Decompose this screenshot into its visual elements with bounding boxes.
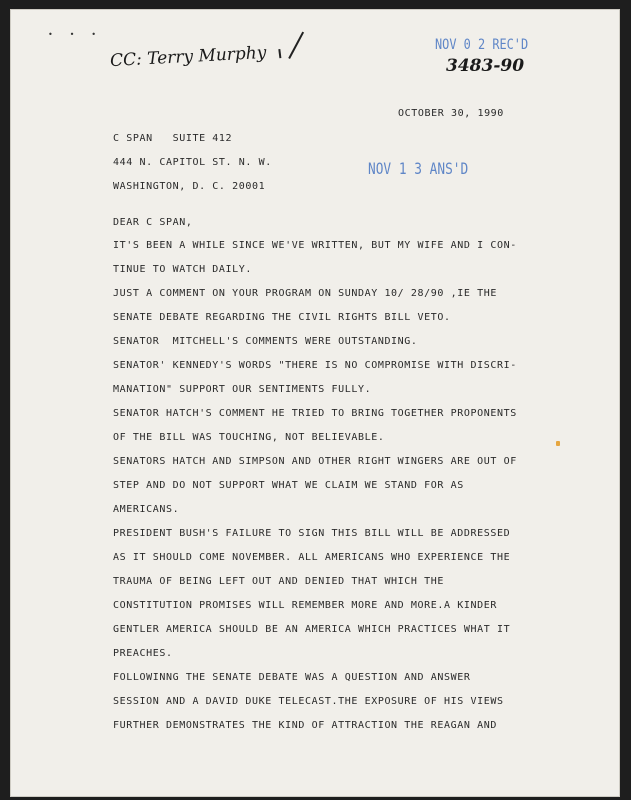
body-line: CONSTITUTION PROMISES WILL REMEMBER MORE AND MORE.A KINDER bbox=[113, 600, 497, 611]
received-date-stamp: NOV 0 2 REC'D bbox=[435, 37, 529, 53]
body-line: SENATE DEBATE REGARDING THE CIVIL RIGHTS BILL VETO. bbox=[113, 312, 451, 323]
answered-date-stamp: NOV 1 3 ANS'D bbox=[368, 159, 469, 178]
body-line: SENATOR HATCH'S COMMENT HE TRIED TO BRING TOGETHER PROPONENTS bbox=[113, 408, 517, 419]
body-line: SENATOR' KENNEDY'S WORDS "THERE IS NO COMPROMISE WITH DISCRI- bbox=[113, 360, 517, 371]
cc-handwritten-note: CC: Terry Murphy bbox=[109, 42, 267, 72]
letter-page bbox=[10, 9, 620, 797]
salutation: DEAR C SPAN, bbox=[113, 217, 193, 228]
body-line: SENATOR MITCHELL'S COMMENTS WERE OUTSTANDING. bbox=[113, 336, 418, 347]
body-line: STEP AND DO NOT SUPPORT WHAT WE CLAIM WE STAND FOR AS bbox=[113, 480, 464, 491]
body-line: AS IT SHOULD COME NOVEMBER. ALL AMERICANS WHO EXPERIENCE THE bbox=[113, 552, 511, 563]
address-line-2: 444 N. CAPITOL ST. N. W. bbox=[113, 157, 272, 168]
body-line: TRAUMA OF BEING LEFT OUT AND DENIED THAT WHICH THE bbox=[113, 576, 445, 587]
address-line-3: WASHINGTON, D. C. 20001 bbox=[113, 181, 266, 192]
address-line-1: C SPAN SUITE 412 bbox=[113, 133, 233, 144]
body-line: OF THE BILL WAS TOUCHING, NOT BELIEVABLE. bbox=[113, 432, 385, 443]
file-number-handwritten: 3483-90 bbox=[446, 56, 525, 76]
body-line: AMERICANS. bbox=[113, 504, 180, 515]
body-line: SENATORS HATCH AND SIMPSON AND OTHER RIGHT WINGERS ARE OUT OF bbox=[113, 456, 517, 467]
body-line: TINUE TO WATCH DAILY. bbox=[113, 264, 253, 275]
body-line: FOLLOWINNG THE SENATE DEBATE WAS A QUESTION AND ANSWER bbox=[113, 672, 471, 683]
check-mark-icon bbox=[279, 27, 304, 59]
body-line: FURTHER DEMONSTRATES THE KIND OF ATTRACTION THE REAGAN AND bbox=[113, 720, 497, 731]
body-line: MANATION" SUPPORT OUR SENTIMENTS FULLY. bbox=[113, 384, 372, 395]
paper-fleck bbox=[556, 441, 560, 446]
body-line: SESSION AND A DAVID DUKE TELECAST.THE EXPOSURE OF HIS VIEWS bbox=[113, 696, 504, 707]
body-line: IT'S BEEN A WHILE SINCE WE'VE WRITTEN, BUT MY WIFE AND I CON- bbox=[113, 240, 517, 251]
body-line: PRESIDENT BUSH'S FAILURE TO SIGN THIS BILL WILL BE ADDRESSED bbox=[113, 528, 511, 539]
body-line: JUST A COMMENT ON YOUR PROGRAM ON SUNDAY 10/ 28/90 ,IE THE bbox=[113, 288, 497, 299]
body-line: GENTLER AMERICA SHOULD BE AN AMERICA WHICH PRACTICES WHAT IT bbox=[113, 624, 511, 635]
body-line: PREACHES. bbox=[113, 648, 173, 659]
letter-date: OCTOBER 30, 1990 bbox=[398, 108, 504, 119]
stray-marks: • • • bbox=[48, 30, 103, 39]
